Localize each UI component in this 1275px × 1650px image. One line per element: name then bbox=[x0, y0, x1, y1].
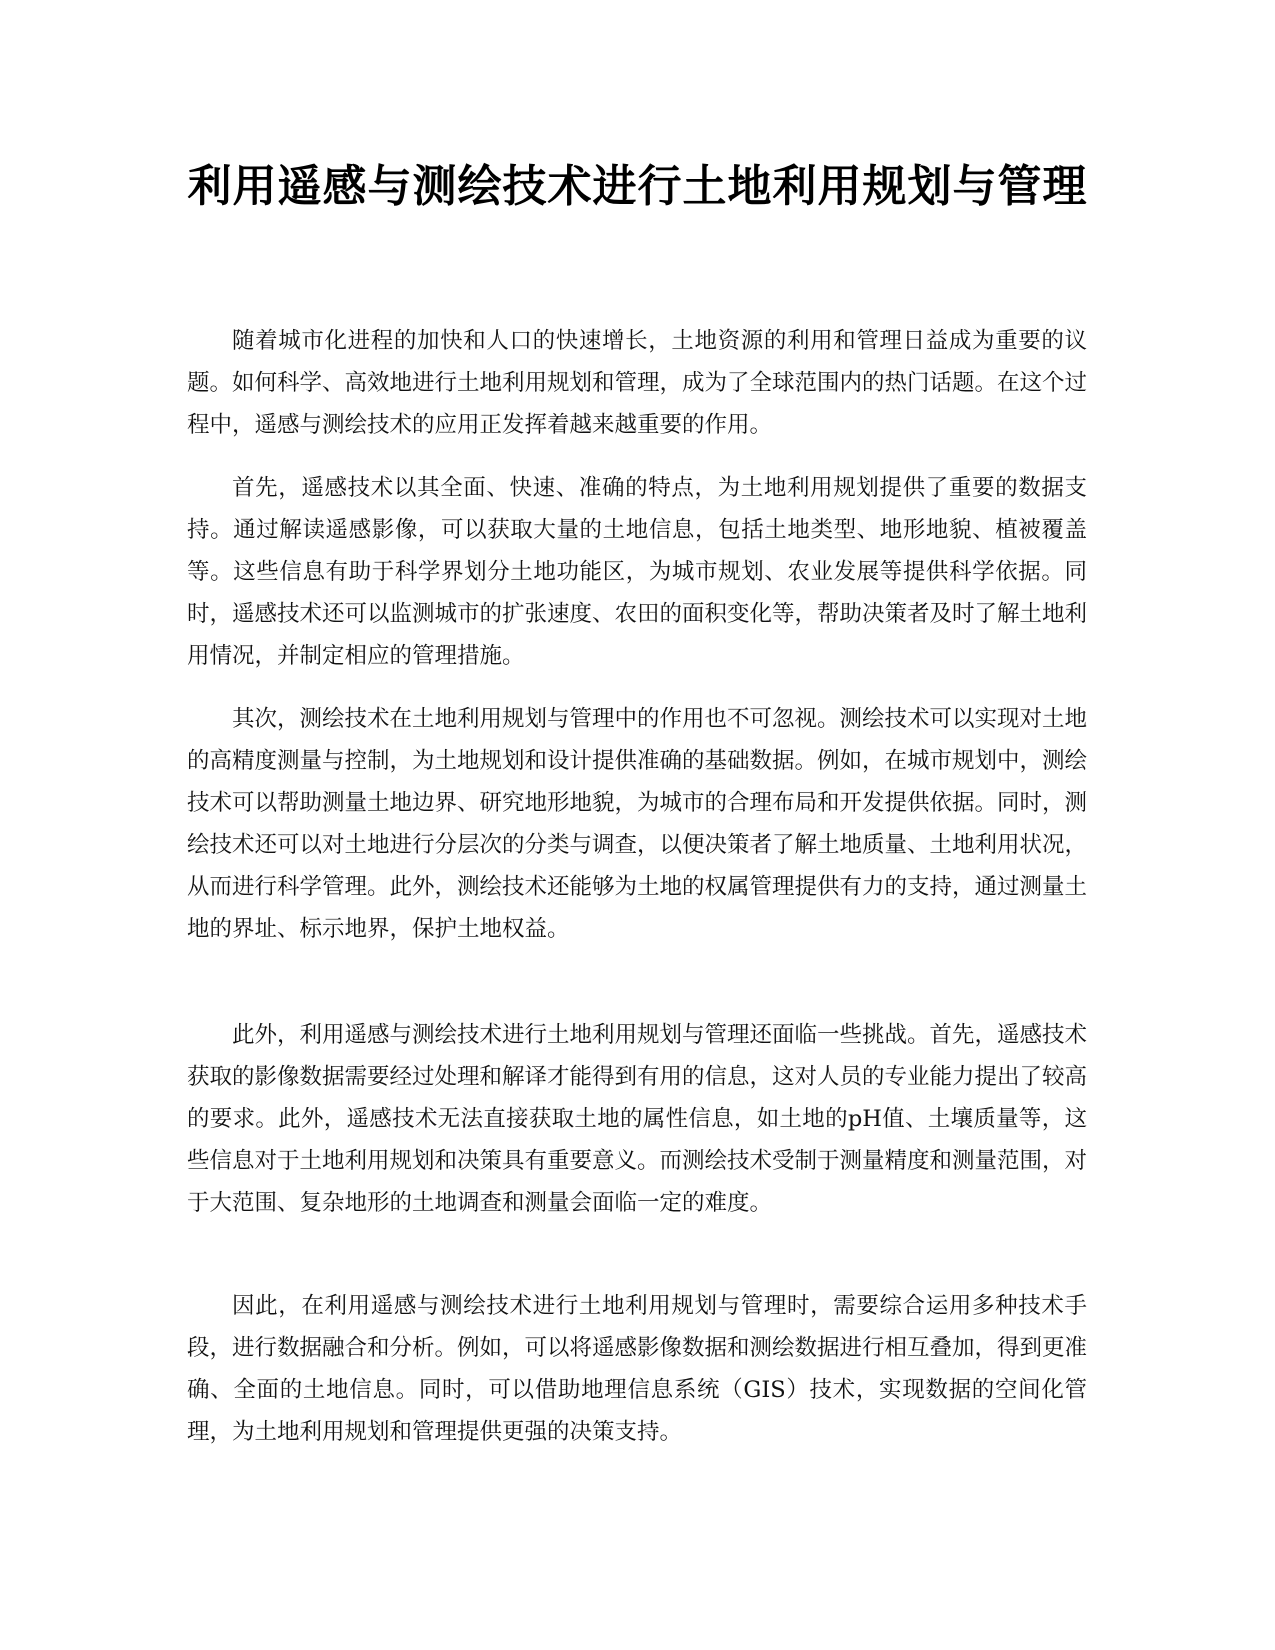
paragraph-remote-sensing: 首先，遥感技术以其全面、快速、准确的特点，为土地利用规划提供了重要的数据支持。通过解读遥感影像，可以获取大量的土地信息，包括土地类型、地形地貌、植被覆盖等。这些信息有助于科学界划分土地功能区，为城市规划、农业发展等提供科学依据。同时，遥感技术还可以监测城市的扩张速度、农田的面积变化等，帮助决策者及时了解土地利用情况，并制定相应的管理措施。 bbox=[187, 475, 1088, 669]
paragraph-surveying: 其次，测绘技术在土地利用规划与管理中的作用也不可忽视。测绘技术可以实现对土地的高精度测量与控制，为土地规划和设计提供准确的基础数据。例如，在城市规划中，测绘技术可以帮助测量土地边界、研究地形地貌，为城市的合理布局和开发提供依据。同时，测绘技术还可以对土地进行分层次的分类与调查，以便决策者了解土地质量、土地利用状况，从而进行科学管理。此外，测绘技术还能够为土地的权属管理提供有力的支持，通过测量土地的界址、标示地界，保护土地权益。 bbox=[187, 706, 1088, 942]
paragraph-challenges: 此外，利用遥感与测绘技术进行土地利用规划与管理还面临一些挑战。首先，遥感技术获取的影像数据需要经过处理和解译才能得到有用的信息，这对人员的专业能力提出了较高的要求。此外，遥感技术无法直接获取土地的属性信息，如土地的pH值、土壤质量等，这些信息对于土地利用规划和决策具有重要意义。而测绘技术受制于测量精度和测量范围，对于大范围、复杂地形的土地调查和测量会面临一定的难度。 bbox=[187, 1022, 1088, 1216]
paragraph-conclusion: 因此，在利用遥感与测绘技术进行土地利用规划与管理时，需要综合运用多种技术手段，进行数据融合和分析。例如，可以将遥感影像数据和测绘数据进行相互叠加，得到更准确、全面的土地信息。同时，可以借助地理信息系统（GIS）技术，实现数据的空间化管理，为土地利用规划和管理提供更强的决策支持。 bbox=[187, 1293, 1088, 1445]
document-title: 利用遥感与测绘技术进行土地利用规划与管理 bbox=[187, 161, 1088, 212]
paragraph-introduction: 随着城市化进程的加快和人口的快速增长，土地资源的利用和管理日益成为重要的议题。如何科学、高效地进行土地利用规划和管理，成为了全球范围内的热门话题。在这个过程中，遥感与测绘技术的应用正发挥着越来越重要的作用。 bbox=[187, 328, 1088, 438]
